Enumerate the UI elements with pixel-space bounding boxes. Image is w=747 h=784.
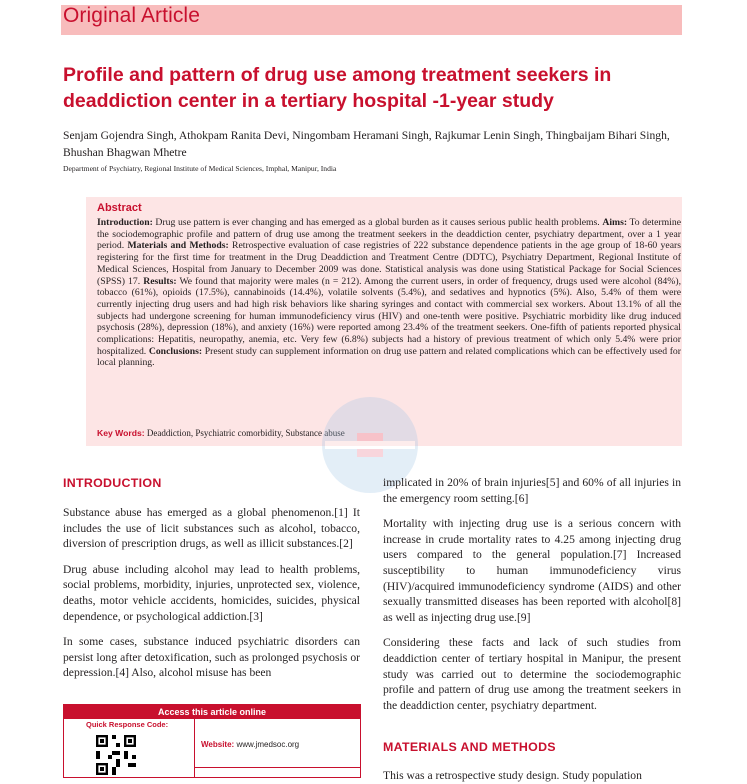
access-divider-vertical (194, 719, 195, 777)
access-article-box (63, 704, 361, 778)
website-link[interactable]: www.jmedsoc.org (236, 740, 300, 749)
access-heading: Access this article online (64, 705, 360, 719)
left-paragraph-1: Substance abuse has emerged as a global phenomenon.[1] It includes the use of licit substances such as alcohol, tobacco, diversion of prescription drugs, as well as illicit substances.[2] (63, 506, 360, 551)
abstract-aims-label: Aims: (602, 217, 628, 228)
right-paragraph-4: This was a retrospective study design. Study population (383, 769, 642, 782)
abstract-conclusions: Present study can supplement information on drug use pattern and related complications which can be effectively used for local planning. (97, 345, 681, 369)
abstract-results: We found that majority were males (n = 212). Among the current users, in order of frequency, drugs used were alcohol (84%), tobacco (61%), opioids (17.5%), cannabinoids (14.4%), volatile solvents (5.4%), and sedatives and hypnotics (5%). Also, 5.4% of them were currently injecting drug users and had high risk behaviors like sharing syringes and contact with commercial sex workers. About 13.1% of all the subjects had undergone screening for human immunodeficiency virus (HIV) and one-tenth were positive. Psychiatric morbidity like drug induced psychosis (28%), depression (18%), and anxiety (16%) were reported among 23.4% of the treatment seekers. One-fifth of patients reported physical complications: Hepatitis, neuropathy, anemia, etc. Very few (6.8%) subjects had a history of previous treatment of which only 5.4% were prior hospitalized. (97, 275, 681, 357)
access-divider-horizontal (195, 767, 360, 768)
keywords-list: Deaddiction, Psychiatric comorbidity, Substance abuse (146, 428, 345, 438)
article-type-label: Original Article (63, 4, 200, 27)
abstract-heading: Abstract (97, 202, 142, 214)
left-column (63, 505, 360, 691)
right-column (383, 475, 681, 723)
keywords-label: Key Words: (97, 428, 145, 438)
right-paragraph-3: Considering these facts and lack of such studies from deaddiction center of tertiary hospital in Manipur, the present study was carried out to determine the sociodemographic profile and pattern of drug use among the treatment seekers in the deaddiction center, psychiatry department. (383, 636, 681, 712)
abstract-intro: Drug use pattern is ever changing and has emerged as a global burden as it causes serious public health problems. (152, 217, 603, 228)
affiliation: Department of Psychiatry, Regional Institute of Medical Sciences, Imphal, Manipur, India (63, 164, 337, 173)
abstract-methods: Retrospective evaluation of case registries of 222 substance dependence patients in the age group of 18-60 years registering for the first time for treatment in the Drug Deaddiction and Treatment Centre (DDTC), Psychiatry Department, Regional Institute of Medical Sciences, Hospital from January to December 2009 was done. Statistical analysis was done using Statistical Package for Social Sciences (SPSS) 17. (97, 240, 681, 287)
abstract-methods-label: Materials and Methods: (127, 240, 229, 252)
left-paragraph-3: In some cases, substance induced psychiatric disorders can persist long after detoxification, such as prolonged psychosis or depression.[4] Also, alcohol misuse has been (63, 635, 360, 680)
website-line (201, 740, 299, 749)
abstract-aims: To determine the sociodemographic profile and pattern of drug use among the treatment seekers in the deaddiction center, psychiatry department, over a 1 year period. (97, 217, 681, 252)
author-list: Senjam Gojendra Singh, Athokpam Ranita Devi, Ningombam Heramani Singh, Rajkumar Lenin Singh, Thingbaijam Bihari Singh, Bhushan Bhagwan Mhetre (63, 129, 670, 159)
abstract-conclusions-label: Conclusions: (148, 345, 203, 357)
abstract-intro-label: Introduction: (97, 217, 153, 228)
methods-heading: MATERIALS AND METHODS (383, 740, 556, 754)
left-paragraph-2: Drug abuse including alcohol may lead to health problems, social problems, morbidity, injuries, unprotected sex, violence, deaths, motor vehicle accidents, homicides, suicides, physical dependence, or psychological addiction.[3] (63, 562, 360, 623)
intro-heading: INTRODUCTION (63, 476, 162, 490)
right-paragraph-2: Mortality with injecting drug use is a serious concern with increase in crude mortality rates to 4.25 among injecting drug users compared to the general population.[7] Increased susceptibility to human immunodeficiency virus (HIV)/acquired immunodeficiency syndrome (AIDS) and other sexually transmitted diseases has been reported with alcohol[8] as well as injecting drug use.[9] (383, 517, 681, 624)
right-paragraph-1: implicated in 20% of brain injuries[5] and 60% of all injuries in the emergency room setting.[6] (383, 476, 681, 505)
qr-code-icon[interactable] (96, 735, 136, 775)
website-label: Website: (201, 740, 235, 749)
abstract-results-label: Results: (143, 275, 177, 287)
qr-label: Quick Response Code: (86, 720, 169, 729)
article-title: Profile and pattern of drug use among treatment seekers in deaddiction center in a tertiary hospital -1-year study (63, 64, 612, 112)
abstract-body (97, 217, 681, 369)
